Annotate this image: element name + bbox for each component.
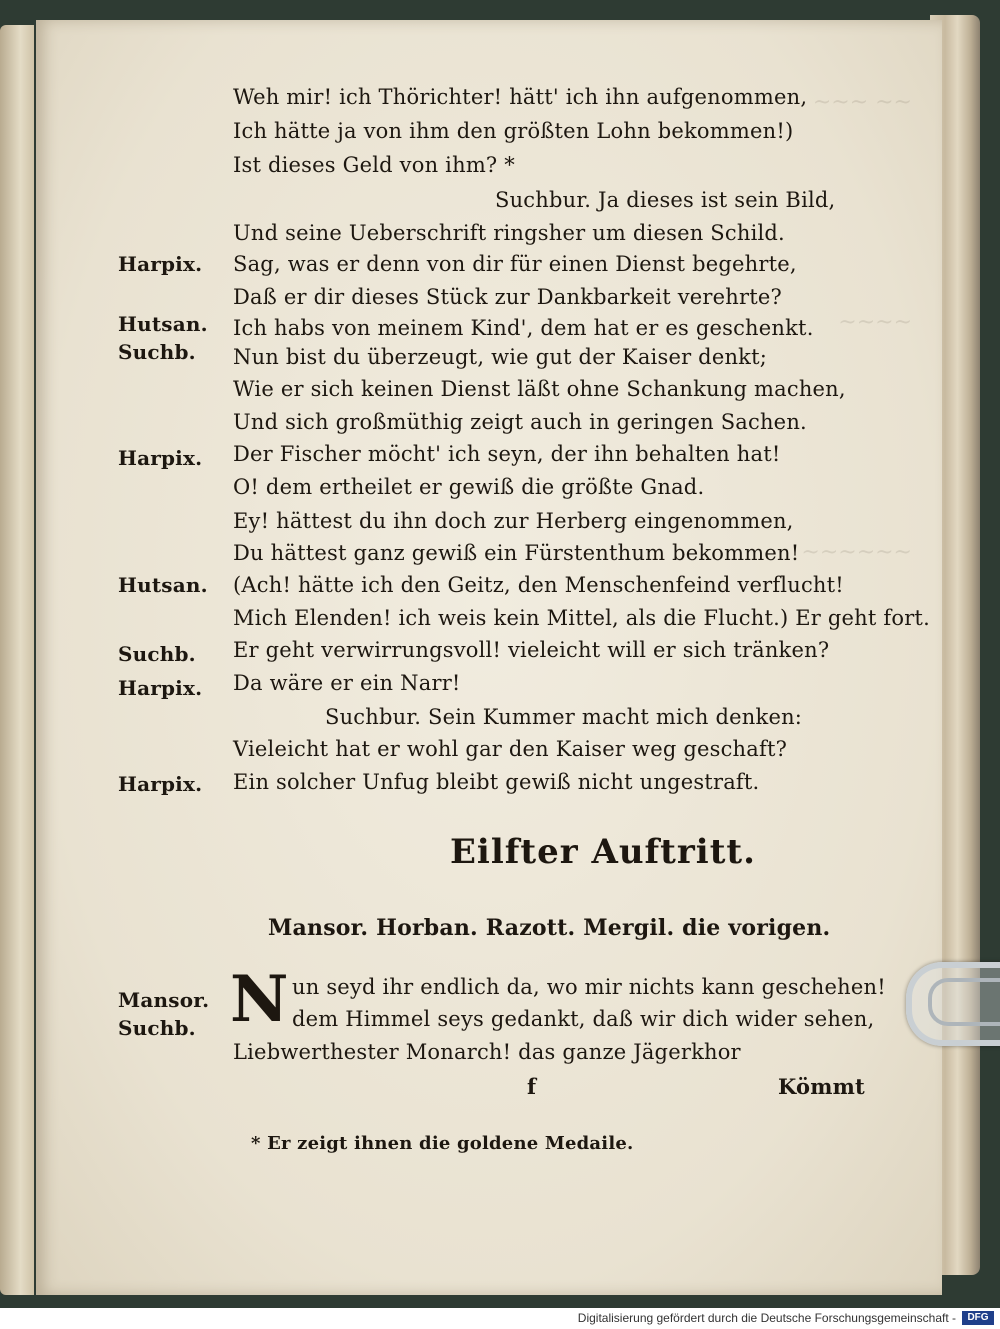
line-text: Ich habs von meinem Kind', dem hat er es geschenkt. <box>233 316 814 340</box>
line-text: Mich Elenden! ich weis kein Mittel, als die Flucht.) Er geht fort. <box>233 606 930 630</box>
line-text: un seyd ihr endlich da, wo mir nichts kann geschehen! <box>292 975 886 999</box>
speaker-label: Mansor. <box>118 988 210 1012</box>
line-text: Sag, was er denn von dir für einen Dienst begehrte, <box>233 252 797 276</box>
drop-cap: N <box>230 962 289 1037</box>
line-text: Da wäre er ein Narr! <box>233 671 461 695</box>
scene-title: Eilfter Auftritt. <box>450 832 756 872</box>
speaker-label: Suchb. <box>118 340 196 364</box>
line-text: Wie er sich keinen Dienst läßt ohne Schankung machen, <box>233 377 846 401</box>
bleed-through-2: ~~~~ <box>838 310 912 335</box>
speaker-label: Harpix. <box>118 772 203 796</box>
line-text: (Ach! hätte ich den Geitz, den Menschenfeind verflucht! <box>233 573 844 597</box>
line-text: Weh mir! ich Thörichter! hätt' ich ihn aufgenommen, <box>233 85 808 109</box>
line-text: Suchbur. Ja dieses ist sein Bild, <box>495 188 836 212</box>
speaker-label: Suchb. <box>118 1016 196 1040</box>
speaker-label: Harpix. <box>118 446 203 470</box>
line-text: Und sich großmüthig zeigt auch in geringen Sachen. <box>233 410 807 434</box>
speaker-label: Suchb. <box>118 642 196 666</box>
line-text: Daß er dir dieses Stück zur Dankbarkeit verehrte? <box>233 285 782 309</box>
line-text: Er geht verwirrungsvoll! vieleicht will er sich tränken? <box>233 638 830 662</box>
line-text: Vieleicht hat er wohl gar den Kaiser weg geschaft? <box>233 737 788 761</box>
line-text: Ein solcher Unfug bleibt gewiß nicht ungestraft. <box>233 770 760 794</box>
left-page-edge <box>0 25 34 1295</box>
line-text: Suchbur. Sein Kummer macht mich denken: <box>325 705 803 729</box>
line-text: dem Himmel seys gedankt, daß wir dich wider sehen, <box>292 1007 875 1031</box>
line-text: Und seine Ueberschrift ringsher um diesen Schild. <box>233 221 785 245</box>
paper-clip-inner-loop <box>928 978 1000 1026</box>
dfg-logo: DFG <box>962 1311 994 1325</box>
speaker-label: Harpix. <box>118 252 203 276</box>
bleed-through-3: ~~~~~~ <box>801 540 912 565</box>
line-text: Du hättest ganz gewiß ein Fürstenthum bekommen! <box>233 541 800 565</box>
cast-line: Mansor. Horban. Razott. Mergil. die vorigen. <box>268 915 831 941</box>
speaker-label: Hutsan. <box>118 312 208 336</box>
bleed-through-1: ~~~ ~~ <box>812 90 912 115</box>
footnote: * Er zeigt ihnen die goldene Medaile. <box>251 1133 634 1154</box>
signature-mark: f <box>527 1074 537 1099</box>
line-text: Ich hätte ja von ihm den größten Lohn bekommen!) <box>233 119 794 143</box>
line-text: O! dem ertheilet er gewiß die größte Gnad. <box>233 475 705 499</box>
line-text: Nun bist du überzeugt, wie gut der Kaiser denkt; <box>233 345 768 369</box>
speaker-label: Hutsan. <box>118 573 208 597</box>
catchword: Kömmt <box>778 1074 865 1099</box>
credit-text: Digitalisierung gefördert durch die Deutsche Forschungsgemeinschaft - <box>577 1311 956 1325</box>
line-text: Ist dieses Geld von ihm? * <box>233 153 515 177</box>
speaker-label: Harpix. <box>118 676 203 700</box>
line-text: Ey! hättest du ihn doch zur Herberg eingenommen, <box>233 509 794 533</box>
line-text: Der Fischer möcht' ich seyn, der ihn behalten hat! <box>233 442 781 466</box>
line-text: Liebwerthester Monarch! das ganze Jägerkhor <box>233 1040 741 1064</box>
